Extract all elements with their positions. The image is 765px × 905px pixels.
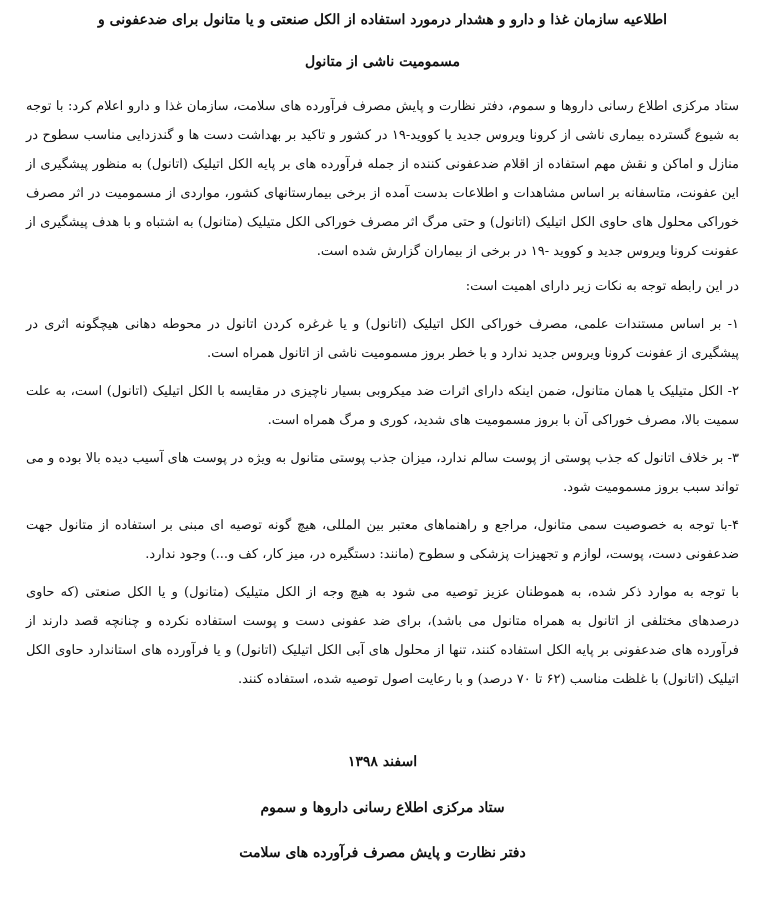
footer-organization: ستاد مرکزی اطلاع رسانی داروها و سموم (260, 800, 505, 816)
lead-paragraph: در این رابطه توجه به نکات زیر دارای اهمیت است: (465, 279, 739, 294)
point-4: ۴-با توجه به خصوصیت سمی متانول، مراجع و راهنماهای معتبر بین المللی، هیچ گونه توصیه ای مبنی بر استفاده از متانول جهت ضدعفونی دست، پوست، لوازم و تجهیزات پزشکی و سطوح (مانند: دستگیره در، میز کار، کف و...) وجود ندارد. (26, 518, 739, 562)
point-1: ۱- بر اساس مستندات علمی، مصرف خوراکی الکل اتیلیک (اتانول) و یا غرغره کردن اتانول در محوطه دهانی هیچگونه اثری در پیشگیری از عفونت کرونا ویروس جدید ندارد و با خطر بروز مسمومیت ناشی از اتانول همراه است. (26, 317, 739, 361)
closing-paragraph: با توجه به موارد ذکر شده، به هموطنان عزیز توصیه می شود به هیچ وجه از الکل متیلیک (متانول) و یا الکل صنعتی (که حاوی درصدهای مختلفی از اتانول به همراه متانول می باشد)، برای ضد عفونی دست و پوست استفاده نکرده و چنانچه قصد دارند از فرآورده های ضدعفونی بر پایه الکل استفاده کنند، تنها از محلول های آبی الکل اتیلیک (اتانول) و یا فرآورده های استاندارد حاوی الکل اتیلیک (اتانول) با غلظت مناسب (۶۲ تا ۷۰ درصد) و با رعایت اصول توصیه شده، استفاده کنند. (26, 585, 739, 687)
intro-paragraph: ستاد مرکزی اطلاع رسانی داروها و سموم، دفتر نظارت و پایش مصرف فرآورده های سلامت، سازمان غذا و دارو اعلام کرد: با توجه به شیوع گسترده بیماری ناشی از کرونا ویروس جدید یا کووید-۱۹ در کشور و تاکید بر بهداشت دست ها و گندزدایی مناسب سطوح در منازل و اماکن و نقش مهم استفاده از اقلام ضدعفونی کننده از جمله فرآورده های بر پایه الکل اتیلیک (اتانول) به منظور پیشگیری از این عفونت، متاسفانه بر اساس مشاهدات و اطلاعات بدست آمده از برخی بیمارستانهای کشور، مواردی از مسمومیت در اثر مصرف خوراکی محلول های حاوی الکل اتیلیک (اتانول) و حتی مرگ اثر مصرف خوراکی الکل متیلیک (متانول) به اشتباه و با هدف پیشگیری از عفونت کرونا ویروس جدید و کووید -۱۹ در برخی از بیماران گزارش شده است. (26, 99, 739, 259)
point-2: ۲- الکل متیلیک یا همان متانول، ضمن اینکه دارای اثرات ضد میکروبی بسیار ناچیزی در مقایسه با الکل اتیلیک (اتانول) است، به علت سمیت بالا، مصرف خوراکی آن با بروز مسمومیت های شدید، کوری و مرگ همراه است. (26, 384, 739, 428)
point-3: ۳- بر خلاف اتانول که جذب پوستی از پوست سالم ندارد، میزان جذب پوستی متانول به ویژه در پوست های آسیب دیده بالا بوده و می تواند سبب بروز مسمومیت شود. (26, 451, 739, 495)
page-title-line2: مسمومیت ناشی از متانول (305, 54, 460, 70)
footer-department: دفتر نظارت و پایش مصرف فرآورده های سلامت (239, 845, 526, 861)
page-title-line1: اطلاعیه سازمان غذا و دارو و هشدار درمورد استفاده از الکل صنعتی و یا متانول برای ضدعفونی و (97, 12, 668, 28)
footer-date: اسفند ۱۳۹۸ (347, 754, 418, 770)
